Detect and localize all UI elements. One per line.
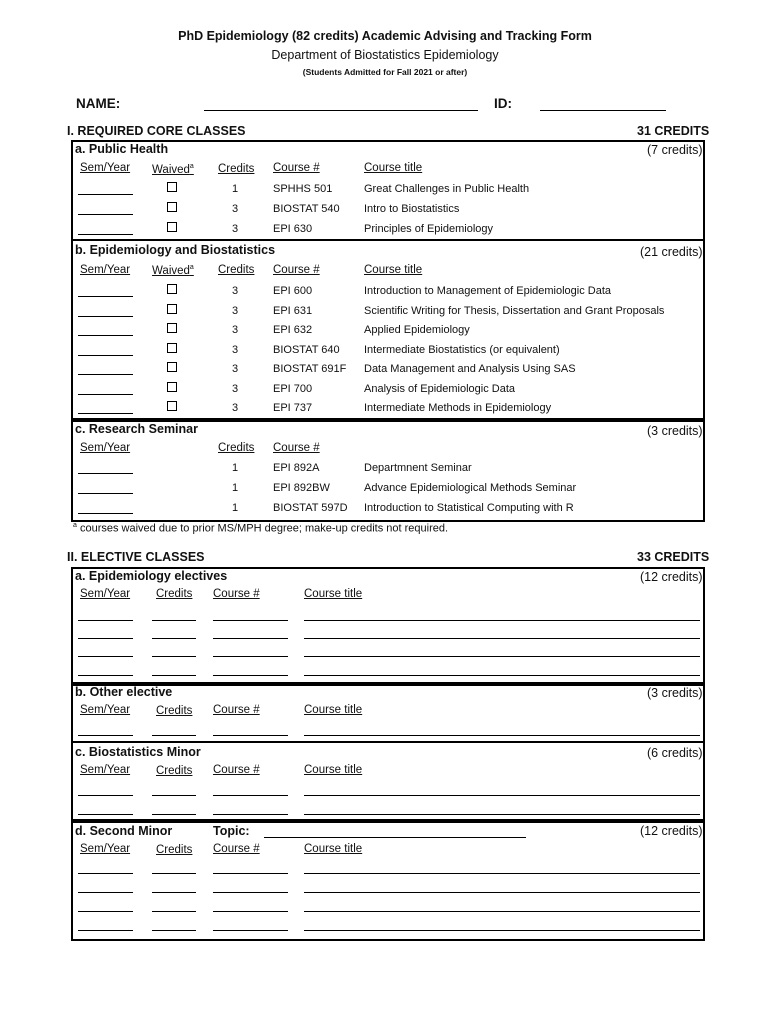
- semyear-field[interactable]: [78, 493, 133, 494]
- epi-biostat-title: b. Epidemiology and Biostatistics: [75, 243, 276, 257]
- other-elective-title: b. Other elective: [75, 685, 173, 699]
- col-semyear: Sem/Year: [80, 764, 131, 776]
- form-title: PhD Epidemiology (82 credits) Academic Advising and Tracking Form: [178, 29, 592, 43]
- course-title: Introduction to Management of Epidemiologic Data: [364, 285, 612, 297]
- course-title-field[interactable]: [304, 795, 700, 796]
- col-course: Course #: [213, 843, 260, 855]
- course-title-field[interactable]: [304, 675, 700, 676]
- course-number: EPI 631: [273, 304, 313, 317]
- semyear-field[interactable]: [78, 656, 133, 657]
- course-title: Departmnent Seminar: [364, 462, 472, 474]
- col-title: Course title: [304, 588, 363, 600]
- col-title: Course title: [304, 843, 363, 855]
- course-title: Data Management and Analysis Using SAS: [364, 363, 576, 375]
- col-credits: Credits: [156, 588, 193, 600]
- course-title: Intermediate Biostatistics (or equivalent): [364, 343, 560, 356]
- waived-checkbox[interactable]: [167, 284, 177, 294]
- course-number-field[interactable]: [213, 911, 288, 912]
- course-number: BIOSTAT 691F: [273, 363, 347, 375]
- epi-biostat-credits: (21 credits): [640, 245, 703, 259]
- public-health-title: a. Public Health: [75, 142, 169, 156]
- course-number: EPI 600: [273, 285, 313, 297]
- col-title: Course title: [304, 764, 363, 776]
- semyear-field[interactable]: [78, 911, 133, 912]
- course-number: EPI 892A: [273, 462, 320, 474]
- second-minor-title: d. Second Minor: [75, 824, 173, 838]
- second-minor-credits: (12 credits): [640, 824, 703, 838]
- col-credits: Credits: [218, 264, 255, 276]
- course-title-field[interactable]: [304, 911, 700, 912]
- col-credits: Credits: [156, 765, 193, 777]
- topic-field[interactable]: [264, 837, 526, 838]
- course-title: Great Challenges in Public Health: [364, 183, 530, 195]
- semyear-field[interactable]: [78, 513, 133, 514]
- course-credits: 1: [232, 502, 239, 514]
- second-minor-box: [71, 821, 705, 941]
- course-credits: 1: [232, 482, 239, 494]
- semyear-field[interactable]: [78, 930, 133, 931]
- semyear-field[interactable]: [78, 735, 133, 736]
- department-name: Department of Biostatistics Epidemiology: [271, 48, 499, 62]
- course-number-field[interactable]: [213, 675, 288, 676]
- course-title-field[interactable]: [304, 814, 700, 815]
- topic-label: Topic:: [213, 824, 250, 838]
- research-seminar-credits: (3 credits): [647, 424, 703, 438]
- semyear-field[interactable]: [78, 234, 133, 235]
- waived-checkbox[interactable]: [167, 323, 177, 333]
- course-number-field[interactable]: [213, 638, 288, 639]
- course-title-field[interactable]: [304, 873, 700, 874]
- col-course: Course #: [213, 704, 260, 716]
- course-number-field[interactable]: [213, 930, 288, 931]
- course-credits: 3: [232, 223, 239, 235]
- semyear-field[interactable]: [78, 355, 133, 356]
- semyear-field[interactable]: [78, 892, 133, 893]
- waived-checkbox[interactable]: [167, 304, 177, 314]
- course-title-field[interactable]: [304, 656, 700, 657]
- col-course: Course #: [273, 264, 320, 276]
- credits-field[interactable]: [152, 638, 196, 639]
- course-number: BIOSTAT 597D: [273, 502, 348, 514]
- id-label: ID:: [494, 96, 512, 111]
- waived-checkbox[interactable]: [167, 362, 177, 372]
- credits-field[interactable]: [152, 814, 196, 815]
- course-credits: 1: [232, 462, 239, 474]
- course-number: EPI 892BW: [273, 482, 330, 494]
- course-credits: 3: [232, 324, 239, 336]
- col-semyear: Sem/Year: [80, 264, 131, 276]
- course-credits: 3: [232, 382, 239, 395]
- course-number-field[interactable]: [213, 814, 288, 815]
- col-course: Course #: [273, 162, 320, 174]
- col-credits: Credits: [156, 844, 193, 856]
- semyear-field[interactable]: [78, 316, 133, 317]
- course-title-field[interactable]: [304, 620, 700, 621]
- semyear-field[interactable]: [78, 413, 133, 414]
- name-label: NAME:: [76, 96, 121, 111]
- waiver-footnote: $^a$ courses waived due to prior MS/MPH degree; make-up credits not required.: [73, 522, 449, 535]
- course-number: EPI 700: [273, 382, 313, 395]
- semyear-field[interactable]: [78, 335, 133, 336]
- course-credits: 1: [232, 183, 239, 195]
- course-title: Scientific Writing for Thesis, Dissertation and Grant Proposals: [364, 304, 665, 317]
- other-elective-credits: (3 credits): [647, 686, 703, 700]
- course-title: Intermediate Methods in Epidemiology: [364, 402, 552, 414]
- elective-section-title: II. ELECTIVE CLASSES: [67, 550, 205, 564]
- col-semyear: Sem/Year: [80, 843, 131, 855]
- semyear-field[interactable]: [78, 296, 133, 297]
- course-number: BIOSTAT 640: [273, 343, 340, 356]
- col-semyear: Sem/Year: [80, 162, 131, 174]
- epi-electives-box: [71, 567, 705, 684]
- col-semyear: Sem/Year: [80, 588, 131, 600]
- course-number-field[interactable]: [213, 873, 288, 874]
- required-section-title: I. REQUIRED CORE CLASSES: [67, 124, 246, 138]
- semyear-field[interactable]: [78, 394, 133, 395]
- col-waived: Waived$^a$: [152, 264, 194, 277]
- course-number: EPI 630: [273, 223, 313, 235]
- course-number: BIOSTAT 540: [273, 203, 340, 215]
- elective-section-credits: 33 CREDITS: [637, 550, 710, 564]
- semyear-field[interactable]: [78, 638, 133, 639]
- course-title: Advance Epidemiological Methods Seminar: [364, 482, 577, 494]
- course-number-field[interactable]: [213, 656, 288, 657]
- course-title-field[interactable]: [304, 638, 700, 639]
- course-number-field[interactable]: [213, 892, 288, 893]
- name-field[interactable]: [204, 110, 478, 111]
- biostat-minor-credits: (6 credits): [647, 746, 703, 760]
- course-credits: 3: [232, 363, 239, 375]
- course-credits: 3: [232, 304, 239, 317]
- id-field[interactable]: [540, 110, 666, 111]
- waived-checkbox[interactable]: [167, 343, 177, 353]
- course-title: Intro to Biostatistics: [364, 203, 460, 215]
- semyear-field[interactable]: [78, 374, 133, 375]
- col-semyear: Sem/Year: [80, 442, 131, 454]
- course-number: EPI 737: [273, 402, 313, 414]
- semyear-field[interactable]: [78, 214, 133, 215]
- col-title: Course title: [364, 264, 423, 276]
- waived-checkbox[interactable]: [167, 182, 177, 192]
- waived-checkbox[interactable]: [167, 202, 177, 212]
- required-section-credits: 31 CREDITS: [637, 124, 710, 138]
- semyear-field[interactable]: [78, 473, 133, 474]
- col-title: Course title: [304, 704, 363, 716]
- epi-electives-credits: (12 credits): [640, 570, 703, 584]
- course-title-field[interactable]: [304, 892, 700, 893]
- public-health-credits: (7 credits): [647, 143, 703, 157]
- course-credits: 3: [232, 285, 239, 297]
- credits-field[interactable]: [152, 911, 196, 912]
- credits-field[interactable]: [152, 873, 196, 874]
- course-number-field[interactable]: [213, 795, 288, 796]
- credits-field[interactable]: [152, 892, 196, 893]
- col-credits: Credits: [156, 705, 193, 717]
- col-course: Course #: [213, 764, 260, 776]
- waived-checkbox[interactable]: [167, 382, 177, 392]
- course-number: SPHHS 501: [273, 183, 333, 195]
- col-waived: Waived$^a$: [152, 163, 194, 176]
- epi-electives-title: a. Epidemiology electives: [75, 569, 228, 583]
- credits-field[interactable]: [152, 675, 196, 676]
- credits-field[interactable]: [152, 735, 196, 736]
- col-course: Course #: [273, 442, 320, 454]
- admission-note: (Students Admitted for Fall 2021 or after): [302, 67, 468, 77]
- semyear-field[interactable]: [78, 675, 133, 676]
- course-title: Applied Epidemiology: [364, 324, 470, 336]
- course-number-field[interactable]: [213, 735, 288, 736]
- col-course: Course #: [213, 588, 260, 600]
- col-credits: Credits: [218, 442, 255, 454]
- credits-field[interactable]: [152, 795, 196, 796]
- semyear-field[interactable]: [78, 814, 133, 815]
- semyear-field[interactable]: [78, 620, 133, 621]
- semyear-field[interactable]: [78, 873, 133, 874]
- col-semyear: Sem/Year: [80, 704, 131, 716]
- course-credits: 3: [232, 402, 239, 414]
- credits-field[interactable]: [152, 930, 196, 931]
- course-title: Introduction to Statistical Computing with R: [364, 502, 574, 514]
- course-title-field[interactable]: [304, 930, 700, 931]
- waived-checkbox[interactable]: [167, 222, 177, 232]
- col-title: Course title: [364, 162, 423, 174]
- course-number: EPI 632: [273, 324, 313, 336]
- semyear-field[interactable]: [78, 194, 133, 195]
- course-credits: 3: [232, 343, 239, 356]
- course-number-field[interactable]: [213, 620, 288, 621]
- semyear-field[interactable]: [78, 795, 133, 796]
- credits-field[interactable]: [152, 620, 196, 621]
- credits-field[interactable]: [152, 656, 196, 657]
- col-credits: Credits: [218, 163, 255, 175]
- course-title-field[interactable]: [304, 735, 700, 736]
- course-title: Analysis of Epidemiologic Data: [364, 382, 516, 395]
- biostat-minor-title: c. Biostatistics Minor: [75, 745, 201, 759]
- course-title: Principles of Epidemiology: [364, 223, 494, 235]
- course-credits: 3: [232, 203, 239, 215]
- research-seminar-title: c. Research Seminar: [75, 422, 198, 436]
- waived-checkbox[interactable]: [167, 401, 177, 411]
